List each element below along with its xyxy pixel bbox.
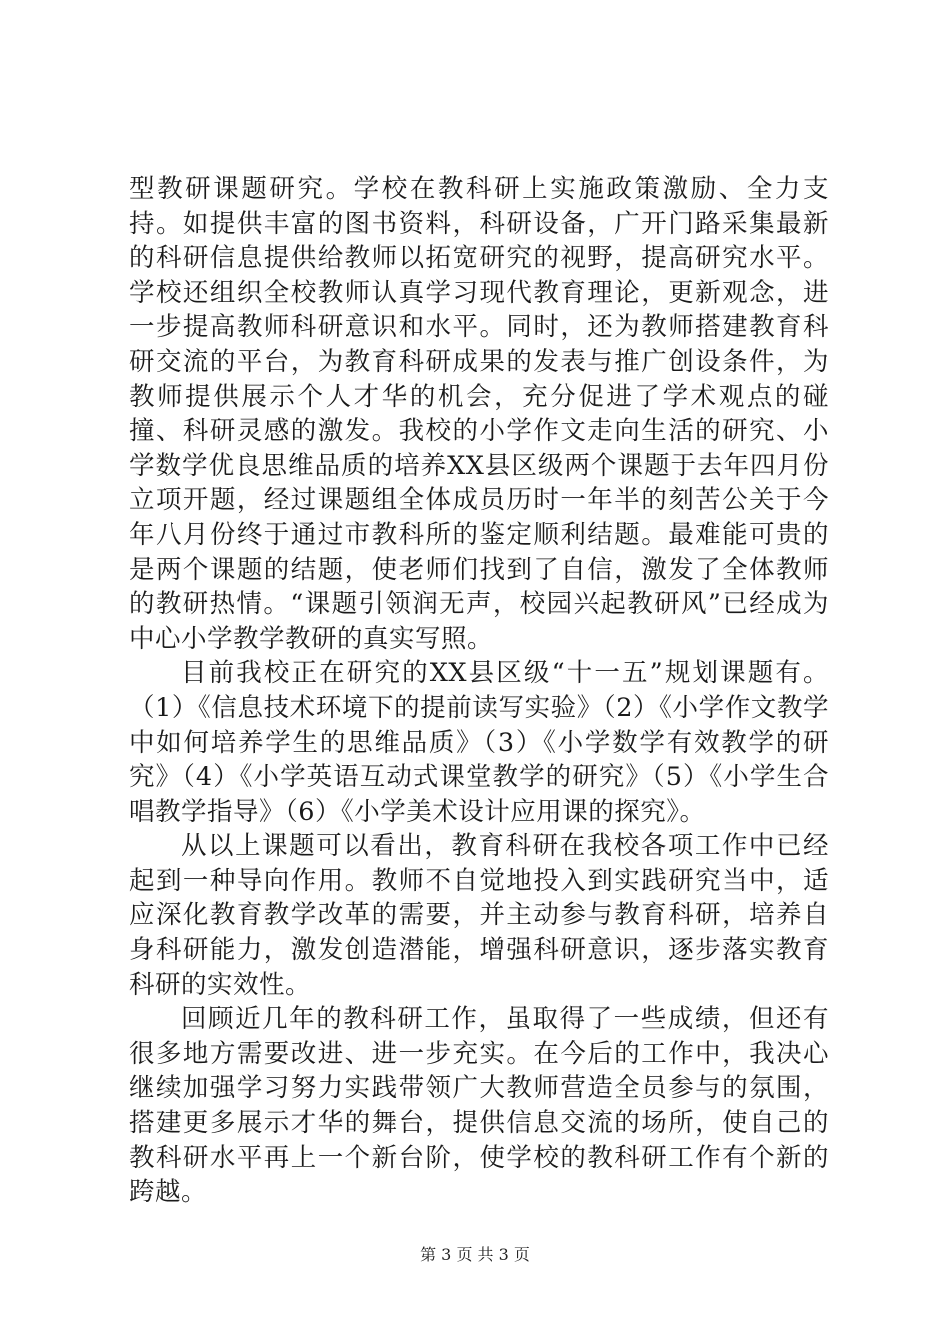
- page-footer: 第 3 页 共 3 页: [420, 1245, 530, 1264]
- document-body: [129, 172, 829, 1210]
- paragraph-current-projects: 目前我校正在研究的XX县区级“十一五”规划课题有。（1）《信息技术环境下的提前读写实验》（2）《小学作文教学中如何培养学生的思维品质》（3）《小学数学有效教学的研究》（4）《小学英语互动式课堂教学的研究》（5）《小学生合唱教学指导》（6）《小学美术设计应用课的探究》。: [129, 658, 829, 827]
- paragraph-continuation: 型教研课题研究。学校在教科研上实施政策激励、全力支持。如提供丰富的图书资料，科研设备，广开门路采集最新的科研信息提供给教师以拓宽研究的视野，提高研究水平。学校还组织全校教师认真学习现代教育理论，更新观念，进一步提高教师科研意识和水平。同时，还为教师搭建教育科研交流的平台，为教育科研成果的发表与推广创设条件，为教师提供展示个人才华的机会，充分促进了学术观点的碰撞、科研灵感的激发。我校的小学作文走向生活的研究、小学数学优良思维品质的培养XX县区级两个课题于去年四月份立项开题，经过课题组全体成员历时一年半的刻苦公关于今年八月份终于通过市教科所的鉴定顺利结题。最难能可贵的是两个课题的结题，使老师们找到了自信，激发了全体教师的教研热情。“课题引领润无声，校园兴起教研风”已经成为中心小学教学教研的真实写照。: [129, 174, 829, 654]
- paragraph-review-outlook: 回顾近几年的教科研工作，虽取得了一些成绩，但还有很多地方需要改进、进一步充实。在今后的工作中，我决心继续加强学习努力实践带领广大教师营造全员参与的氛围，搭建更多展示才华的舞台，提供信息交流的场所，使自己的教科研水平再上一个新台阶，使学校的教科研工作有个新的跨越。: [129, 1004, 829, 1208]
- paragraph-research-role: 从以上课题可以看出，教育科研在我校各项工作中已经起到一种导向作用。教师不自觉地投入到实践研究当中，适应深化教育教学改革的需要，并主动参与教育科研，培养自身科研能力，激发创造潜能，增强科研意识，逐步落实教育科研的实效性。: [129, 831, 829, 1000]
